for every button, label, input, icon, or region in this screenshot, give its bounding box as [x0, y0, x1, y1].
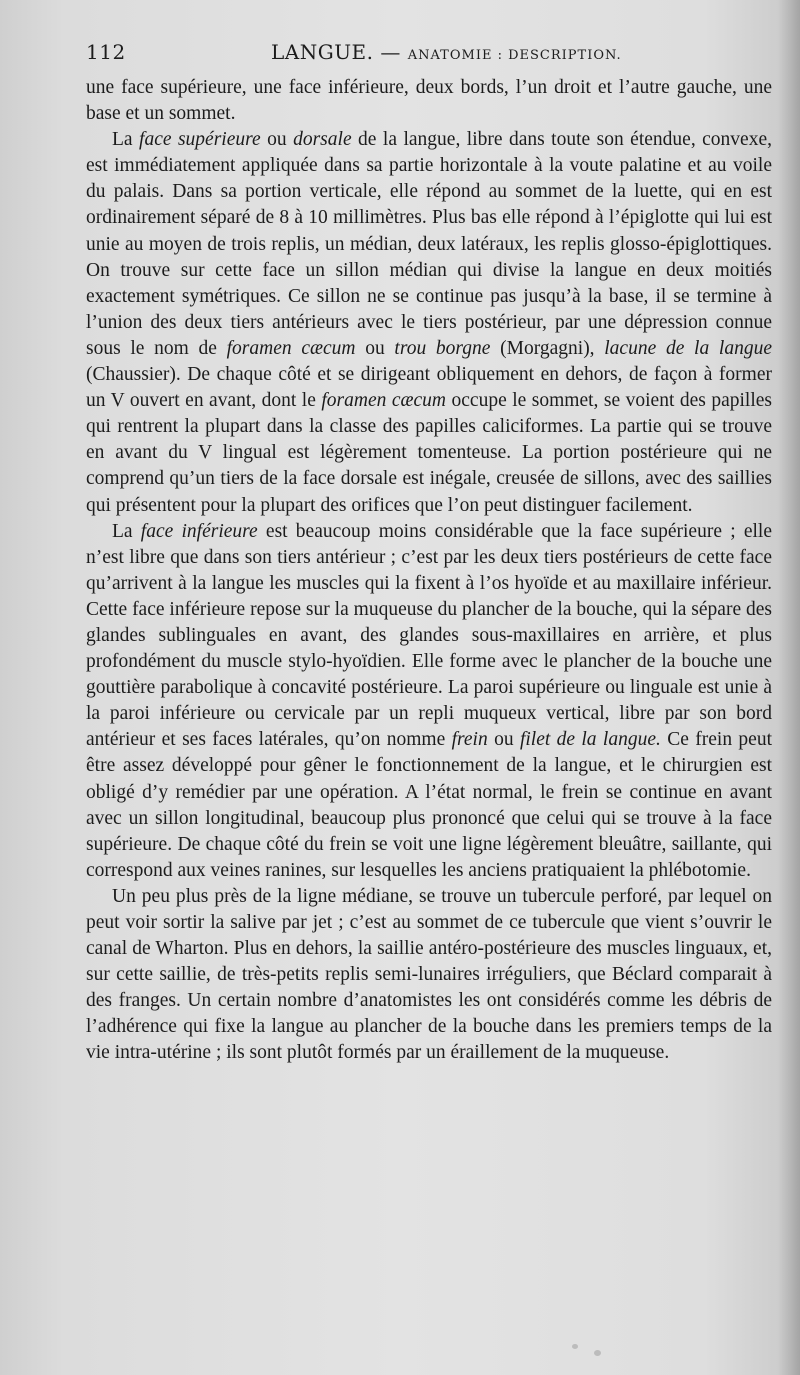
- text-run: occupe le sommet, se voient des papilles qui rentrent la plupart dans la classe des papilles caliciformes. La partie qui se trouve en avant du V lingual est légèrement tomenteuse. La portion postérieure qui ne comprend qu’un tiers de la face dorsale est inégale, creusée de sillons, avec des saillies qui présentent pour la plupart des orifices que l’on peut distinguer facilement.: [86, 390, 772, 516]
- text-run: ou: [355, 337, 395, 359]
- paragraph-2: [86, 127, 772, 518]
- text-run: (Morgagni),: [490, 337, 605, 359]
- running-head-subtitle: ANATOMIE : DESCRIPTION.: [407, 48, 622, 63]
- italic-term: foramen cæcum: [226, 337, 356, 359]
- italic-term: dorsale: [293, 129, 352, 151]
- text-run: ou: [487, 729, 520, 751]
- paragraph-3: [86, 519, 772, 884]
- ink-smudge: [572, 1344, 578, 1349]
- paragraph-4: [86, 884, 772, 1067]
- paragraph-1: [86, 75, 772, 127]
- text-run: ou: [260, 129, 294, 151]
- italic-term: frein: [451, 729, 488, 751]
- text-run: Ce frein peut être assez développé pour gêner le fonctionnement de la langue, et le chirurgien est obligé d’y remédier par une opération. A l’état normal, le frein se continue en avant avec un sillon longitudinal, beaucoup plus prononcé que celui qui se trouve à la face supérieure. De chaque côté du frein se voit une ligne légèrement bleuâtre, saillante, qui correspond aux veines ranines, sur lesquelles les anciens pratiquaient la phlébotomie.: [86, 729, 773, 881]
- page-number: 112: [86, 40, 126, 64]
- text-run: (Chaussier). De chaque côté et se dirigeant obliquement en dehors, de façon à former un V ouvert en avant, dont le: [86, 364, 772, 412]
- text-run: de la langue, libre dans toute son étendue, convexe, est immédiatement appliquée dans sa partie horizontale à la voute palatine et au voile du palais. Dans sa portion verticale, elle répond au sommet de la luette, qui en est ordinairement séparé de 8 à 10 millimètres. Plus bas elle répond à l’épiglotte qui lui est unie au moyen de trois replis, un médian, deux latéraux, les replis glosso-épiglottiques. On trouve sur cette face un sillon médian qui divise la langue en deux moitiés exactement symétriques. Ce sillon ne se continue pas jusqu’à la base, il se termine à l’union des deux tiers antérieurs avec le tiers postérieur, par une dépression connue sous le nom de: [86, 129, 772, 359]
- body-text: [86, 75, 772, 1067]
- italic-term: filet de la langue.: [519, 729, 661, 751]
- page-header: [86, 40, 772, 70]
- italic-term: foramen cæcum: [321, 390, 447, 412]
- running-head-title: LANGUE.: [271, 40, 374, 64]
- page-edge-shadow: [778, 0, 800, 1375]
- ink-smudge: [594, 1350, 601, 1356]
- text-run: Un peu plus près de la ligne médiane, se trouve un tubercule perforé, par lequel on peut voir sortir la salive par jet ; c’est au sommet de ce tubercule que vient s’ouvrir le canal de Wharton. Plus en dehors, la saillie antéro-postérieure des muscles linguaux, et, sur cette saillie, de très-petits replis semi-lunaires irréguliers, que Béclard comparait à des franges. Un certain nombre d’anatomistes les ont considérés comme les débris de l’adhérence qui fixe la langue au plancher de la bouche dans les premiers temps de la vie intra-utérine ; ils sont plutôt formés par un éraillement de la muqueuse.: [86, 885, 772, 1064]
- italic-term: lacune de la langue: [604, 337, 773, 359]
- text-run: La: [112, 520, 141, 542]
- text-run: est beaucoup moins considérable que la face supérieure ; elle n’est libre que dans son tiers antérieur ; c’est par les deux tiers postérieurs de cette face qu’arrivent à la langue les muscles qui la fixent à l’os hyoïde et au maxillaire inférieur. Cette face inférieure repose sur la muqueuse du plancher de la bouche, qui la sépare des glandes sublinguales en avant, des glandes sous-maxillaires en arrière, et plus profondément du muscle stylo-hyoïdien. Elle forme avec le plancher de la bouche une gouttière parabolique à concavité postérieure. La paroi supérieure ou linguale est unie à la paroi inférieure ou cervicale par un repli muqueux vertical, libre par son bord antérieur et ses faces latérales, qu’on nomme: [86, 520, 772, 751]
- italic-term: face inférieure: [140, 520, 258, 542]
- text-run: La: [112, 129, 140, 151]
- italic-term: trou borgne: [394, 337, 491, 359]
- running-head: [271, 40, 622, 64]
- running-head-separator: —: [380, 40, 401, 64]
- italic-term: face supérieure: [139, 129, 261, 151]
- text-run: une face supérieure, une face inférieure, deux bords, l’un droit et l’autre gauche, une base et un sommet.: [86, 77, 772, 125]
